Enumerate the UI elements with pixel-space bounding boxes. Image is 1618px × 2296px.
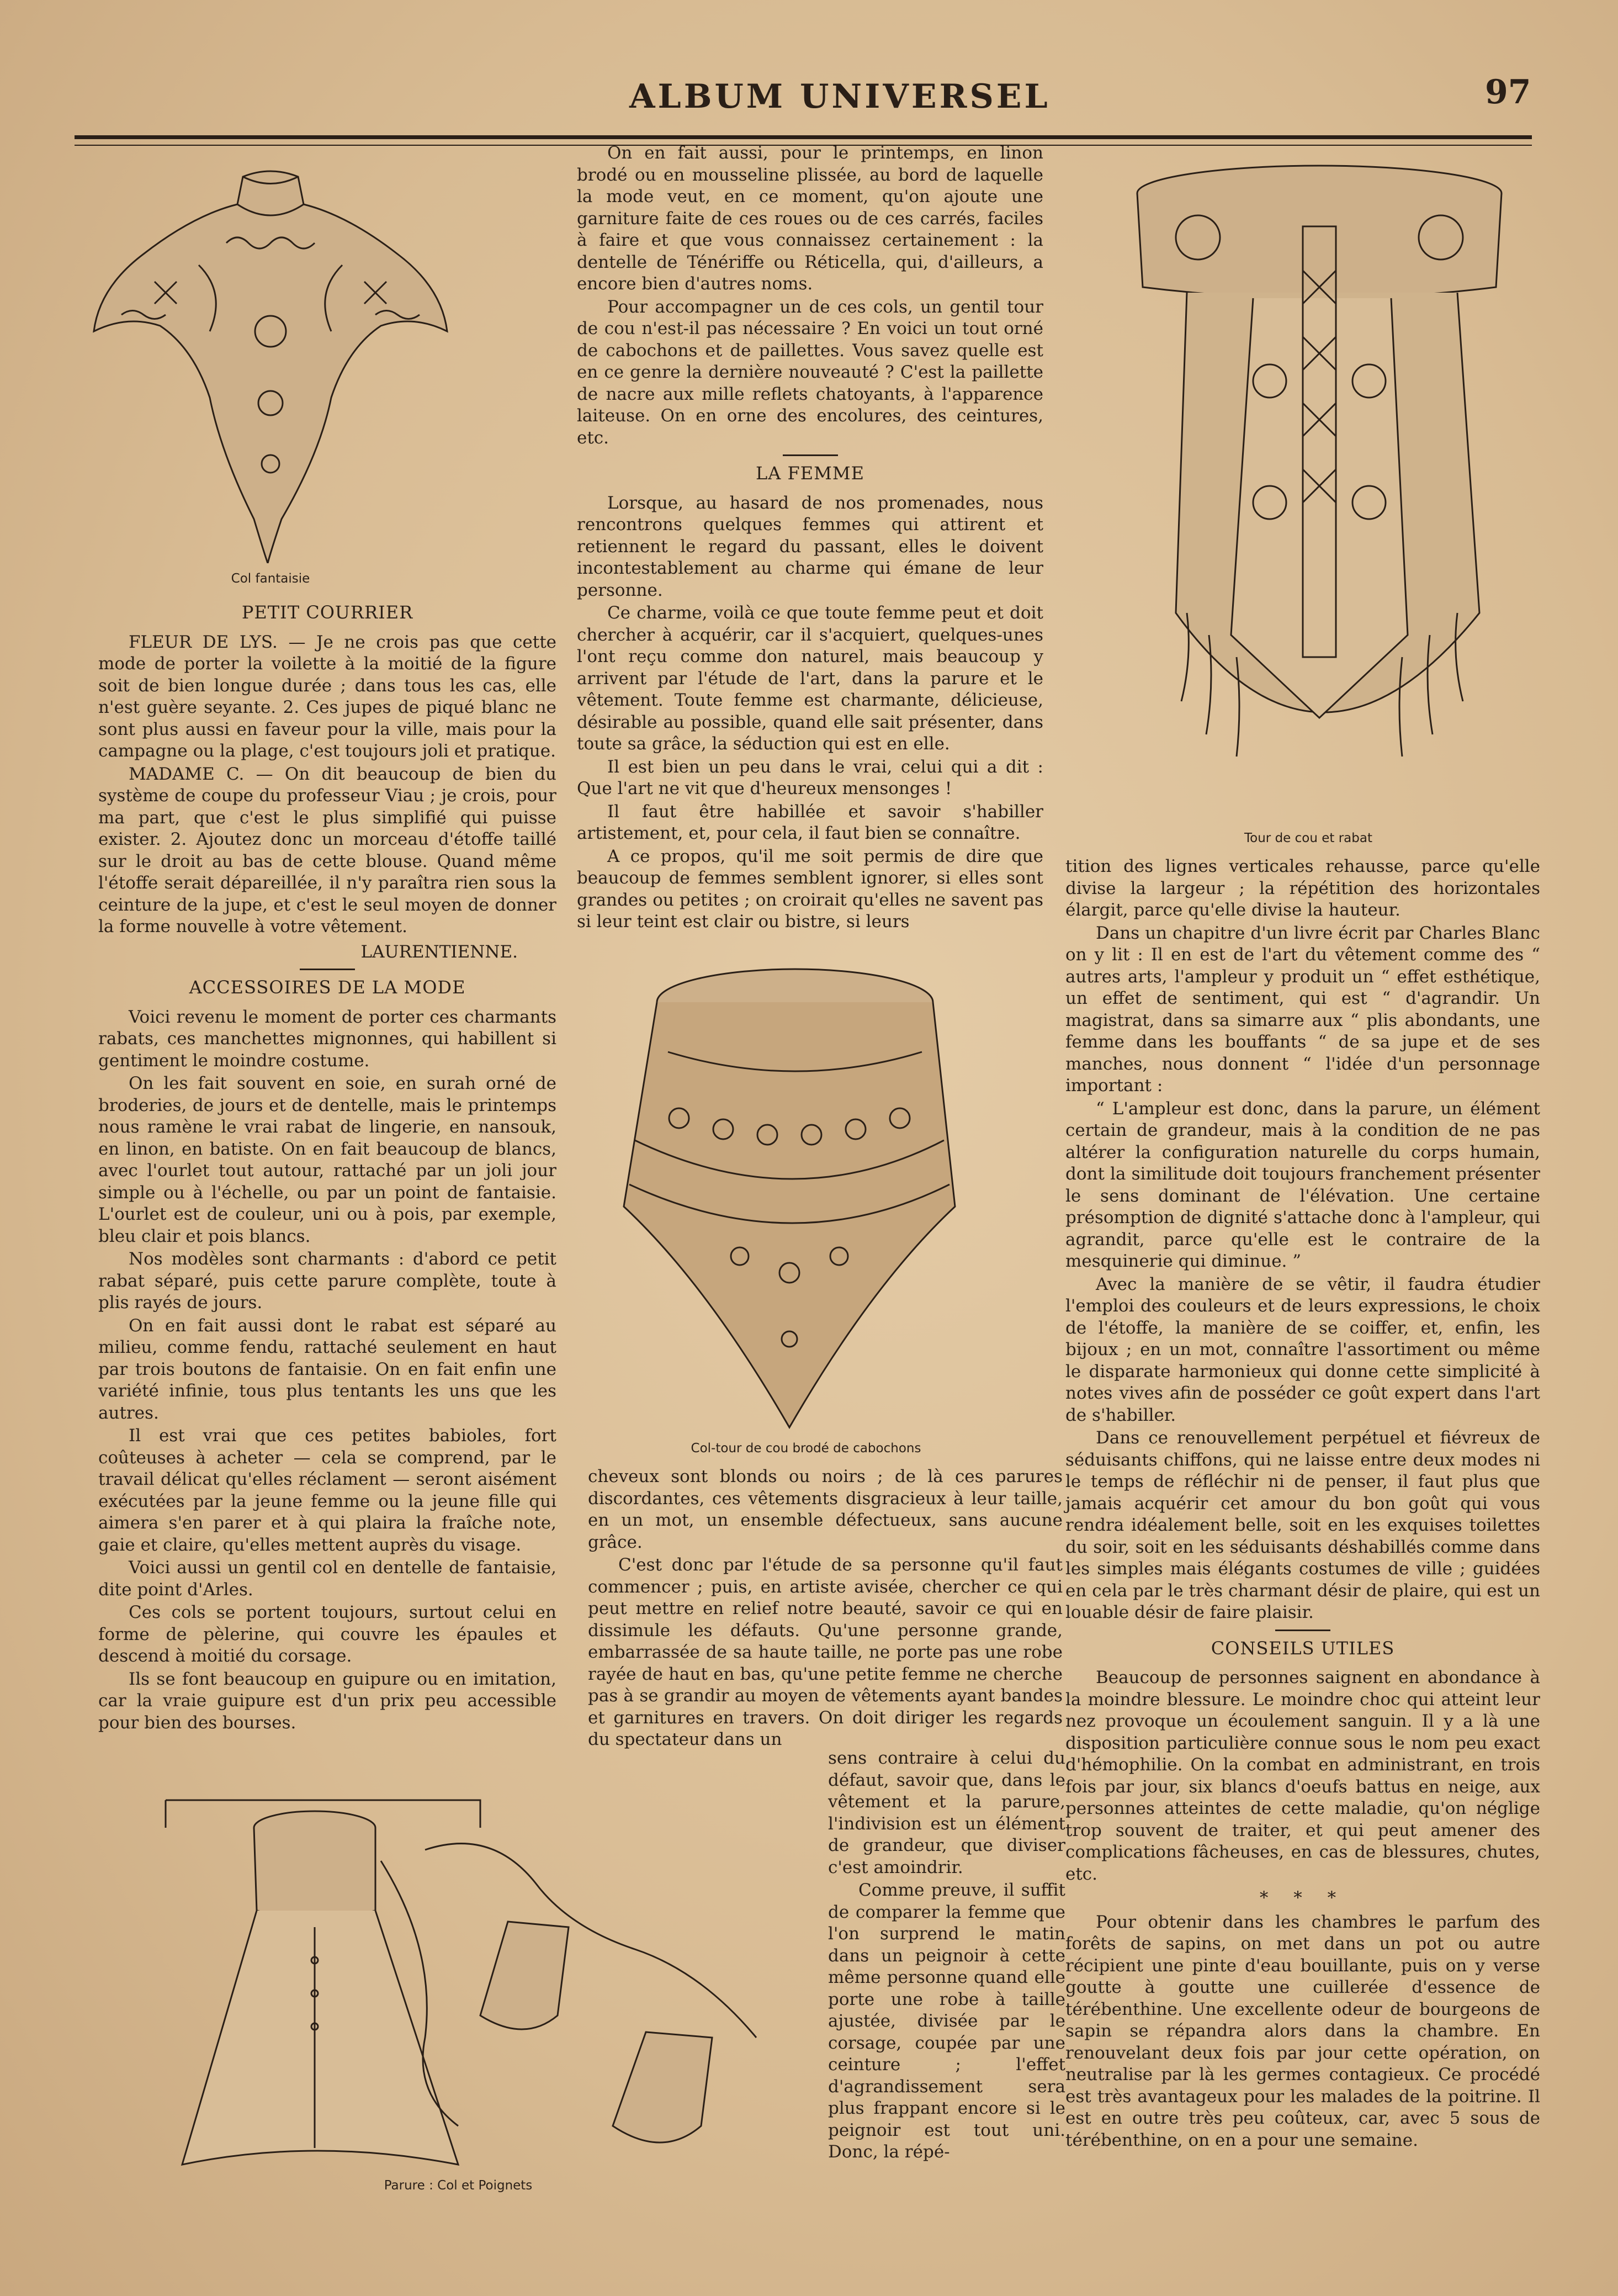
masthead-rule (75, 135, 1532, 139)
page-number: 97 (1485, 73, 1531, 112)
paragraph: Ces cols se portent toujours, surtout celui en forme de pèlerine, qui couvre les épaules et descend à moitié du corsage. (98, 1602, 556, 1666)
paragraph: “ L'ampleur est donc, dans la parure, un élément certain de grandeur, mais à la condition de ne pas altérer la configuration naturelle du corps humain, dont la similitude doit toujours franchement présenter le sens dominant de l'élévation. Une certaine présomption de dignité s'attache donc à l'ampleur, qui agrandit, parce qu'elle est le contraire de la mesquinerie qui diminue. ” (1065, 1098, 1540, 1271)
paragraph: Nos modèles sont charmants : d'abord ce petit rabat séparé, puis cette parure complète, toute à plis rayés de jours. (98, 1249, 556, 1313)
caption-col-fantaisie: Col fantaisie (231, 572, 310, 586)
paragraph: Il est vrai que ces petites babioles, fort coûteuses à acheter — cela se comprend, par le travail délicat qu'elles réclament — seront aisément exécutées par la jeune femme ou la jeune fille qui aimera s'en parer et à qui plaira la fraîche note, gaie et claire, qu'elles mettent auprès du visage. (98, 1426, 556, 1555)
paragraph: tition des lignes verticales rehausse, parce qu'elle divise la largeur ; la répétition des horizontales élargit, parce qu'elle divise la hauteur. (1065, 856, 1540, 920)
paragraph: Pour obtenir dans les chambres le parfum des forêts de sapins, on met dans un pot ou autre récipient une pinte d'eau bouillante, puis on y verse goutte à goutte une cuillerée d'essence de térébenthine. Une excellente odeur de bourgeons de sapin se répandra alors dans la chambre. En renouvelant deux fois par jour cette opération, on neutralise par là les germes contagieux. Ce procédé est très avantageux pour les malades de la poitrine. Il est en outre très peu coûteux, car, avec 5 sous de térébenthine, on en a pour une semaine. (1065, 1912, 1540, 2150)
section-divider (783, 454, 838, 456)
paragraph: Lorsque, au hasard de nos promenades, nous rencontrons quelques femmes qui attirent et retiennent le regard du passant, elles le doivent incontestablement au charme qui émane de leur personne. (577, 493, 1043, 600)
paragraph: C'est donc par l'étude de sa personne qu'il faut commencer ; puis, en artiste avisée, chercher ce qui peut mettre en relief notre beauté, savoir ce qui en dissimule les défauts. Qu'une personne grande, embarrassée de sa haute taille, ne porte pas une robe rayée de haut en bas, qu'une petite femme ne cherche pas à se grandir au moyen de vêtements ayant bandes et garnitures en travers. On doit diriger les regards du spectateur dans un (588, 1555, 1063, 1749)
parure-illustration (149, 1784, 800, 2170)
paragraph: cheveux sont blonds ou noirs ; de là ces parures discordantes, ces vêtements disgracieux à leur taille, en un mot, un ensemble défectueux, sans aucune grâce. (588, 1467, 1063, 1552)
accessoires-heading: ACCESSOIRES DE LA MODE (189, 977, 466, 998)
masthead-title: ALBUM UNIVERSEL (629, 77, 1051, 116)
paragraph: Voici revenu le moment de porter ces charmants rabats, ces manchettes mignonnes, qui habillent si gentiment le moindre costume. (98, 1007, 556, 1071)
paragraph: Pour accompagner un de ces cols, un gentil tour de cou n'est-il pas nécessaire ? En voici un tout orné de cabochons et de paillettes. Vous savez quelle est en ce genre la dernière nouveauté ? C'est la paillette de nacre aux mille reflets chatoyants, à l'apparence laiteuse. On en orne des encolures, des ceintures, etc. (577, 297, 1043, 448)
section-divider (1275, 1630, 1330, 1631)
column-3 (1065, 856, 1540, 2152)
paragraph: A ce propos, qu'il me soit permis de dire que beaucoup de femmes semblent ignorer, si elles sont grandes ou petites ; on croirait qu'elles ne savent pas si leur teint est clair ou bistre, si leurs (577, 846, 1043, 932)
paragraph: Il faut être habillée et savoir s'habiller artistement, et, pour cela, il faut bien se connaître. (577, 801, 1043, 843)
paragraph: Comme preuve, il suffit de comparer la femme que l'on surprend le matin dans un peignoir à cette même personne quand elle porte une robe à taille ajustée, divisée par le corsage, coupée par une ceinture ; l'effet d'agrandissement sera plus frappant encore si le peignoir est tout uni. Donc, la répé- (828, 1880, 1065, 2162)
col-tour-cabochons-illustration (613, 964, 966, 1433)
section-divider (300, 969, 355, 970)
paragraph: On en fait aussi, pour le printemps, en linon brodé ou en mousseline plissée, au bord de laquelle la mode veut, en ce moment, qu'on ajoute une garniture faite de ces roues ou de ces carrés, faciles à faire et que vous connaissez certainement : la dentelle de Ténériffe ou Réticella, qui, d'ailleurs, a encore bien d'autres noms. (577, 143, 1043, 294)
paragraph: Avec la manière de se vêtir, il faudra étudier l'emploi des couleurs et de leurs expressions, le choix de l'étoffe, la manière de se coiffer, et, enfin, les bijoux ; en un mot, connaître l'assortiment ou même le disparate harmonieux qui donne cette simplicité à notes vives afin de posséder ce goût expert dans l'art de s'habiller. (1065, 1274, 1540, 1425)
tour-de-cou-illustration (1099, 160, 1518, 823)
paragraph: Beaucoup de personnes saignent en abondance à la moindre blessure. Le moindre choc qui atteint leur nez provoque un écoulement sanguin. Il y a là une disposition particulière connue sous le nom peu exact d'hémophilie. On la combat en administrant, en trois fois par jour, six blancs d'oeufs battus en neige, aux personnes atteintes de cette maladie, qu'on néglige trop souvent de traiter, et qui peut amener des complications fâcheuses, en cas de blessures, chutes, etc. (1065, 1668, 1540, 1884)
paragraph: FLEUR DE LYS. — Je ne crois pas que cette mode de porter la voilette à la moitié de la figure soit de bien longue durée ; dans tous les cas, elle n'est guère seyante. 2. Ces jupes de piqué blanc ne sont plus aussi en faveur pour la ville, mais pour la campagne ou la plage, c'est toujours joli et pratique. (98, 632, 556, 761)
caption-parure: Parure : Col et Poignets (384, 2178, 533, 2193)
paragraph: Voici aussi un gentil col en dentelle de fantaisie, dite point d'Arles. (98, 1558, 556, 1600)
signature: LAURENTIENNE. (360, 941, 518, 962)
paragraph: On en fait aussi dont le rabat est séparé au milieu, comme fendu, rattaché seulement en haut par trois boutons de fantaisie. On en fait enfin une variété infinie, tous plus tentants les uns que les autres. (98, 1315, 556, 1423)
paragraph: Ils se font beaucoup en guipure ou en imitation, car la vraie guipure est d'un prix peu accessible pour bien des bourses. (98, 1669, 556, 1733)
paragraph: MADAME C. — On dit beaucoup de bien du système de coupe du professeur Viau ; je crois, pour ma part, que c'est le plus simplifié qui puisse exister. 2. Ajoutez donc un morceau d'étoffe taillé sur le droit au bas de cette blouse. Quand même l'étoffe serait dépareillée, il n'y paraîtra rien sous la ceinture de la jupe, et c'est le seul moyen de donner la forme nouvelle à votre vêtement. (98, 764, 556, 937)
paragraph: On les fait souvent en soie, en surah orné de broderies, de jours et de dentelle, mais le printemps nous ramène le vrai rabat de lingerie, en nansouk, en linon, en batiste. On en fait beaucoup de blancs, avec l'ourlet tout autour, rattaché par un joli jour simple ou à l'échelle, ou par un point de fantaisie. L'ourlet est de couleur, uni ou à pois, par exemple, bleu clair et pois blancs. (98, 1073, 556, 1246)
column-1 (98, 596, 556, 1735)
column-2-narrow (828, 1748, 1065, 2165)
la-femme-heading: LA FEMME (756, 463, 864, 484)
paragraph: Ce charme, voilà ce que toute femme peut et doit chercher à acquérir, car il s'acquiert, quelques-unes l'ont reçu comme don naturel, mais beaucoup y arrivent par l'étude de l'art, dans la parure et le vêtement. Toute femme est charmante, délicieuse, désirable au possible, quand elle sait présenter, dans toute sa grâce, la séduction qui est en elle. (577, 603, 1043, 754)
paragraph: Dans un chapitre d'un livre écrit par Charles Blanc on y lit : Il en est de l'art du vêtement comme des “ autres arts, l'ampleur y produit un “ effet esthétique, un effet de sentiment, qui est “ d'agrandir. Un magistrat, dans sa simarre aux “ plis abondants, une femme dans les bouffants “ de sa jupe et de ses manches, nous donnent “ l'idée d'un personnage important : (1065, 923, 1540, 1096)
conseils-utiles-heading: CONSEILS UTILES (1211, 1637, 1395, 1659)
paragraph: sens contraire à celui du défaut, savoir que, dans le vêtement et la parure, l'indivision est un élément de grandeur, que diviser c'est amoindrir. (828, 1748, 1065, 1877)
column-2-middle (588, 1466, 1063, 1752)
column-2-top (577, 142, 1043, 934)
caption-tour-de-cou: Tour de cou et rabat (1244, 831, 1372, 845)
caption-col-tour-cabochons: Col-tour de cou brodé de cabochons (691, 1441, 921, 1456)
paragraph: Dans ce renouvellement perpétuel et fiévreux de séduisants chiffons, qui ne laisse entre deux modes ni le temps de réfléchir ni de penser, il faut plus que jamais acquérir cet amour du bon goût qui vous rendra idéalement belle, soit en les exquises toilettes du soir, soit en les séduisants déshabillés comme dans les simples mais élégants costumes de ville ; guidées en cela par le très charmant désir de plaire, qui est un louable désir de faire plaisir. (1065, 1428, 1540, 1622)
petit-courrier-heading: PETIT COURRIER (241, 602, 413, 623)
paragraph: Il est bien un peu dans le vrai, celui qui a dit : Que l'art ne vit que d'heureux mensonges ! (577, 756, 1043, 798)
col-fantaisie-illustration (88, 166, 453, 563)
section-stars: * * * (1259, 1888, 1346, 1908)
